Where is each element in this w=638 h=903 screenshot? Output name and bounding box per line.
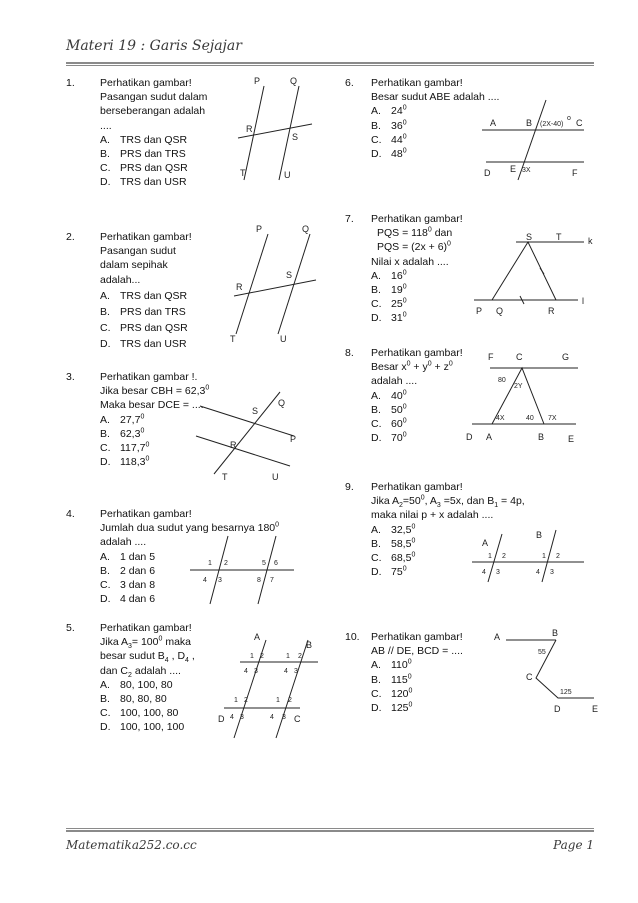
option-letter: C.: [371, 552, 382, 565]
question-text-line: Perhatikan gambar!: [371, 347, 463, 359]
option-a: A. $40^0$: [371, 389, 407, 402]
option-b: [100, 692, 195, 706]
option-text: 16: [391, 269, 403, 282]
option-d: D. $125^0$: [371, 701, 413, 715]
question-text-fragment: , A: [424, 495, 437, 508]
option-c: C. $44^0$: [371, 133, 407, 146]
question-text-fragment: ,: [188, 650, 195, 663]
question-text-line: PQS = 118: [377, 227, 428, 240]
option-letter: A.: [100, 678, 110, 691]
figure-q8: [464, 350, 586, 446]
option-letter: D.: [100, 338, 111, 351]
option-letter: A.: [371, 105, 381, 118]
option-text: 118,3: [120, 456, 146, 469]
angle-label: 2: [298, 653, 302, 660]
label-d: D: [554, 704, 561, 714]
option-text: PRS dan TRS: [120, 148, 186, 161]
label-u: U: [272, 472, 279, 482]
label-c: C: [516, 352, 523, 362]
svg-text:o: o: [567, 115, 571, 122]
option-c: C. 68,5$^0$: [371, 551, 416, 565]
label-g: G: [562, 352, 570, 362]
subscript: 4: [185, 657, 189, 665]
figure-q1: [230, 74, 320, 186]
option-d: [100, 337, 192, 351]
question-text-line: Perhatikan gambar!: [371, 77, 463, 89]
figure-q6: [480, 96, 590, 182]
label-k: k: [588, 236, 593, 246]
option-letter: D.: [100, 593, 111, 606]
option-b: B. 62,3$^0$: [100, 427, 145, 440]
label-e: E: [568, 434, 575, 444]
option-a: A. $110^0$: [371, 658, 412, 672]
option-letter: A.: [100, 413, 110, 426]
angle-label: 4: [482, 569, 486, 576]
option-letter: C.: [371, 687, 382, 700]
angle-label: 2: [502, 553, 506, 560]
angle-label: 1: [208, 560, 212, 567]
angle-label: 6: [274, 560, 278, 567]
option-letter: D.: [371, 312, 382, 325]
option-letter: A.: [371, 389, 381, 402]
angle-label: 4: [230, 714, 234, 721]
label-b: B: [306, 640, 313, 650]
label-s: S: [252, 406, 259, 416]
option-d: [100, 720, 195, 734]
option-letter: B.: [371, 284, 381, 297]
question-text-fragment: + z: [431, 361, 449, 374]
option-text: 32,5: [391, 523, 412, 536]
label-a: A: [490, 118, 497, 128]
label-d: D: [218, 714, 225, 724]
option-letter: B.: [371, 673, 381, 686]
footer-page-number: Page 1: [553, 838, 594, 852]
option-d: D. $31^0$: [371, 311, 407, 325]
option-text: TRS dan QSR: [120, 133, 188, 146]
question-text-line: Pasangan sudut dalam: [100, 91, 208, 104]
label-b: B: [552, 628, 559, 638]
question-text-line: Perhatikan gambar!: [100, 508, 192, 520]
label-r: R: [548, 306, 555, 316]
option-text: 31: [391, 312, 403, 325]
option-text: PRS dan QSR: [120, 322, 188, 335]
label-d: D: [484, 168, 491, 178]
question-text-line: Maka besar DCE = ....: [100, 399, 204, 412]
question-text-line: Jika A: [100, 636, 129, 649]
option-c: C. $60^0$: [371, 417, 407, 431]
question-text-fragment: dan: [431, 227, 453, 240]
option-text: 100, 100, 80: [120, 707, 179, 720]
question-text-line: Jumlah dua sudut yang besarnya 180: [100, 522, 276, 535]
label-b: B: [538, 432, 545, 442]
option-text: 70: [391, 432, 403, 445]
option-a: A. 27,7$^0$: [100, 413, 145, 426]
question-text-line: AB // DE, BCD = ....: [371, 645, 463, 658]
question-number: 7.: [345, 213, 354, 225]
option-letter: B.: [371, 119, 381, 132]
question-text-fragment: = 4p,: [498, 495, 525, 508]
label-q: Q: [302, 224, 310, 234]
option-text: 58,5: [391, 537, 412, 550]
question-text-fragment: , D: [168, 650, 186, 663]
option-letter: B.: [100, 564, 110, 577]
label-q: Q: [290, 76, 298, 86]
angle-label: 5: [262, 560, 266, 567]
subscript: 1: [494, 502, 499, 510]
option-letter: C.: [100, 162, 111, 175]
label-t: T: [222, 472, 228, 482]
option-letter: A.: [371, 269, 381, 282]
option-letter: B.: [371, 403, 381, 416]
label-p: P: [476, 306, 483, 316]
question-text-fragment: maka: [162, 636, 191, 649]
angle-label: 7: [270, 577, 274, 584]
label-q: Q: [496, 306, 504, 316]
option-letter: B.: [100, 148, 110, 161]
option-text: 4 dan 6: [120, 593, 156, 606]
question-number: 9.: [345, 481, 354, 493]
figure-q5: [214, 630, 324, 742]
angle-label: 2: [224, 560, 228, 567]
label-e: E: [592, 704, 599, 714]
angle-label: 8: [257, 577, 261, 584]
subscript: 2: [399, 502, 403, 510]
option-letter: C.: [100, 322, 111, 335]
question-text-line: Jika besar CBH = 62,3: [100, 385, 206, 398]
label-u: U: [284, 170, 291, 180]
angle-label: 3: [294, 668, 298, 675]
option-text: 40: [391, 389, 403, 402]
transversal: [214, 392, 280, 474]
question-text-fragment: + y: [410, 361, 428, 374]
option-b: B. $19^0$: [371, 283, 407, 297]
label-c: C: [576, 118, 583, 128]
angle-label: 3: [550, 569, 554, 576]
label-t: T: [556, 232, 562, 242]
angle-label: 3: [282, 714, 286, 721]
label-p: P: [254, 76, 261, 86]
subscript: 3: [436, 502, 441, 510]
option-text: 80, 80, 80: [120, 693, 167, 706]
label-r: R: [246, 124, 253, 134]
option-text: 1 dan 5: [120, 550, 156, 563]
label-b: B: [526, 118, 533, 128]
label-s: S: [286, 270, 293, 280]
option-d: D. $75^0$: [371, 565, 407, 579]
angle-label: 4: [244, 668, 248, 675]
option-d: D. $48^0$: [371, 147, 407, 161]
question-number: 2.: [66, 231, 75, 243]
angle-label: 40: [526, 415, 534, 422]
option-b: B. 58,5$^0$: [371, 537, 416, 550]
question-number: 10.: [345, 631, 360, 643]
option-a: A. 32,5$^0$: [371, 523, 416, 536]
angle-label: 1: [542, 553, 546, 560]
question-text-line: Nilai x adalah ....: [371, 255, 449, 268]
subscript: 4: [164, 657, 169, 665]
option-text: TRS dan USR: [120, 176, 187, 189]
angle-label: 2: [260, 653, 264, 660]
footer-website: Matematika252.co.cc: [66, 838, 197, 852]
question-text-line: besar sudut B: [100, 650, 165, 663]
angle-label: 4: [284, 668, 288, 675]
option-text: 27,7: [120, 413, 141, 426]
option-text: 80, 100, 80: [120, 678, 173, 691]
question-text-fragment: =5x, dan B: [440, 495, 495, 508]
label-c: C: [526, 672, 533, 682]
question-number: 5.: [66, 622, 75, 634]
tick-mark: [540, 268, 544, 274]
label-c: C: [294, 714, 301, 724]
question-text-line: adalah ....: [371, 375, 418, 388]
question-number: 3.: [66, 371, 75, 383]
option-text: 60: [391, 418, 403, 431]
option-text: 115: [391, 673, 408, 686]
label-d: D: [466, 432, 473, 442]
label-f: F: [572, 168, 578, 178]
question-text-line: Perhatikan gambar!: [100, 77, 192, 89]
subscript: 3: [128, 643, 132, 651]
question-text-line: Perhatikan gambar!: [371, 481, 463, 493]
option-c: [100, 706, 195, 720]
option-text: 62,3: [120, 427, 141, 440]
option-text: 24: [391, 105, 403, 118]
option-a: A. $16^0$: [371, 269, 407, 282]
figure-q2: [224, 222, 324, 346]
option-letter: D.: [100, 456, 111, 469]
question-text-line: PQS = (2x + 6): [377, 241, 448, 254]
option-text: 19: [391, 284, 403, 297]
option-text: 100, 100, 100: [120, 721, 185, 734]
transversal: [234, 280, 316, 296]
label-r: R: [230, 440, 237, 450]
transversal-right: [276, 640, 308, 738]
question-text-line: maka nilai p + x adalah ....: [371, 509, 494, 522]
question-text-line: Besar sudut ABE adalah ....: [371, 91, 500, 104]
angle-label: 3: [218, 577, 222, 584]
angle-label: 125: [560, 689, 572, 696]
option-c: [100, 161, 207, 175]
option-c: C. 117,7$^0$: [100, 441, 150, 455]
angle-label: 1: [276, 697, 280, 704]
label-q: Q: [278, 398, 286, 408]
label-a: A: [482, 538, 489, 548]
option-text: 25: [391, 298, 403, 311]
label-r: R: [236, 282, 243, 292]
angle-label: 1: [488, 553, 492, 560]
option-letter: C.: [100, 707, 111, 720]
option-letter: C.: [371, 133, 382, 146]
angle-label: 2: [244, 697, 248, 704]
question-number: 4.: [66, 508, 75, 520]
question-text-line: Jika A: [371, 495, 400, 508]
option-letter: B.: [371, 537, 381, 550]
label-f: F: [488, 352, 494, 362]
option-letter: D.: [371, 566, 382, 579]
angle-label: (2X-40): [540, 121, 564, 128]
angle-label: 4: [270, 714, 274, 721]
angle-label: 2: [556, 553, 560, 560]
option-text: 3 dan 8: [120, 579, 156, 592]
option-text: 120: [391, 687, 409, 700]
label-u: U: [280, 334, 287, 344]
option-text: 125: [391, 702, 409, 715]
angle-label: 2Y: [514, 383, 523, 390]
label-p: P: [256, 224, 263, 234]
question-text-line: berseberangan adalah: [100, 105, 206, 118]
figure-q4: [190, 532, 300, 606]
option-text: 48: [391, 148, 403, 161]
question-text-line: Perhatikan gambar !.: [100, 371, 198, 383]
question-text-line: dan C: [100, 664, 129, 677]
triangle: [492, 242, 556, 300]
angle-label: 1: [286, 653, 290, 660]
label-a: A: [486, 432, 493, 442]
option-c: C. $25^0$: [371, 297, 407, 311]
option-text: PRS dan QSR: [120, 162, 188, 175]
option-a: [100, 289, 192, 303]
option-letter: A.: [371, 659, 381, 672]
angle-label: 80: [498, 377, 506, 384]
header-divider: [66, 62, 594, 66]
angle-label: 4X: [496, 415, 505, 422]
option-letter: C.: [100, 442, 111, 455]
option-letter: A.: [371, 523, 381, 536]
question-text-line: Besar x: [371, 361, 407, 374]
option-text: TRS dan USR: [120, 338, 187, 351]
angle-label: 2: [288, 697, 292, 704]
option-letter: A.: [100, 133, 110, 146]
option-text: 75: [391, 566, 403, 579]
option-letter: D.: [371, 432, 382, 445]
question-text-line: Perhatikan gambar!: [371, 631, 463, 643]
option-b: [100, 305, 192, 319]
label-s: S: [526, 232, 533, 242]
option-letter: D.: [100, 721, 111, 734]
option-text: 68,5: [391, 552, 412, 565]
question-text-line: Perhatikan gambar!: [100, 231, 192, 243]
label-t: T: [230, 334, 236, 344]
footer-divider: [66, 828, 594, 832]
angle-label: 1: [250, 653, 254, 660]
option-a: A. $24^0$: [371, 104, 407, 118]
angle-label: 7X: [548, 415, 557, 422]
question-text-line: Pasangan sudut: [100, 245, 176, 258]
option-letter: A.: [100, 289, 110, 302]
option-letter: A.: [100, 550, 110, 563]
option-c: [100, 321, 192, 335]
question-text-fragment: =50: [402, 495, 421, 508]
option-text: 44: [391, 133, 403, 146]
option-letter: C.: [371, 418, 382, 431]
option-b: B. $50^0$: [371, 403, 407, 416]
option-b: [100, 147, 207, 161]
question-text-line: adalah ....: [100, 536, 147, 549]
angle-label: 4: [203, 577, 207, 584]
option-d: D. $70^0$: [371, 431, 407, 445]
label-l: l: [582, 296, 584, 306]
angle-label: 1: [234, 697, 238, 704]
question-text-fragment: = 100: [131, 636, 159, 649]
label-s: S: [292, 132, 299, 142]
option-text: 110: [391, 659, 408, 672]
label-p: P: [290, 434, 297, 444]
option-letter: D.: [371, 148, 382, 161]
label-e: E: [510, 164, 517, 174]
label-t: T: [240, 168, 246, 178]
angle-label: 3: [240, 714, 244, 721]
page-header-title: Materi 19 : Garis Sejajar: [66, 38, 242, 54]
angle-label: 55: [538, 649, 546, 656]
option-letter: B.: [100, 693, 110, 706]
question-text-line: ....: [100, 119, 112, 132]
option-a: [100, 133, 207, 147]
option-letter: B.: [100, 306, 110, 319]
line-rp: [196, 436, 290, 466]
option-letter: D.: [371, 702, 382, 715]
figure-q3: [190, 390, 310, 482]
label-b: B: [536, 530, 543, 540]
option-a: [100, 678, 195, 692]
question-text-line: Perhatikan gambar!: [371, 213, 463, 225]
question-number: 8.: [345, 347, 354, 359]
option-letter: D.: [100, 176, 111, 189]
angle-label: 3X: [522, 167, 531, 174]
question-number: 6.: [345, 77, 354, 89]
option-text: PRS dan TRS: [120, 306, 186, 319]
subscript: 2: [128, 671, 132, 679]
figure-q9: [472, 522, 590, 584]
label-a: A: [254, 632, 261, 642]
option-c: C. $120^0$: [371, 687, 413, 700]
option-b: B. $115^0$: [371, 673, 412, 686]
question-text-line: dalam sepihak: [100, 259, 168, 272]
label-a: A: [494, 632, 501, 642]
option-text: 36: [391, 119, 403, 132]
option-letter: B.: [100, 427, 110, 440]
option-d: D. 118,3$^0$: [100, 455, 150, 469]
option-text: 50: [391, 403, 403, 416]
option-b: B. $36^0$: [371, 119, 407, 132]
question-text-line: Perhatikan gambar!: [100, 622, 192, 634]
figure-q7: [472, 230, 598, 320]
option-d: [100, 175, 207, 189]
option-letter: C.: [371, 298, 382, 311]
line-sp: [200, 406, 294, 436]
figure-q10: [490, 624, 602, 716]
question-text-line: adalah...: [100, 273, 141, 286]
option-text: TRS dan QSR: [120, 289, 188, 302]
option-text: 117,7: [120, 442, 146, 455]
angle-label: 3: [496, 569, 500, 576]
question-number: 1.: [66, 77, 75, 89]
option-letter: C.: [100, 579, 111, 592]
angle-label: 3: [254, 668, 258, 675]
option-text: 2 dan 6: [120, 564, 156, 577]
angle-label: 4: [536, 569, 540, 576]
